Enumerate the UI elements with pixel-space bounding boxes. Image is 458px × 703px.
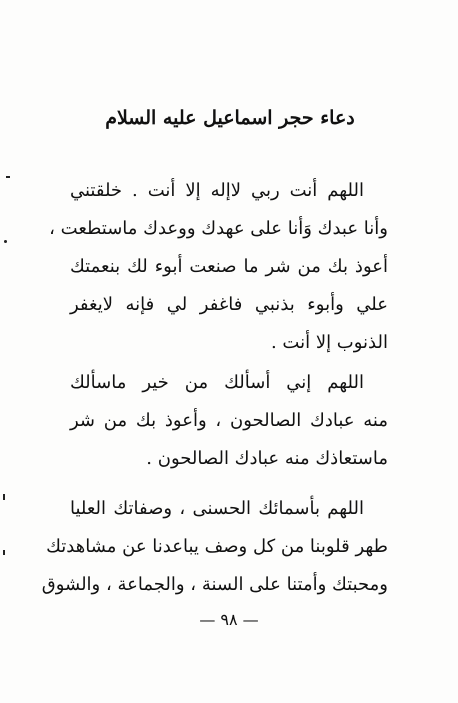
text-line: أعوذ بك من شر ما صنعت أبوء لك بنعمتك [70, 256, 388, 277]
prayer-paragraph [70, 364, 388, 478]
text-line: اللهم أنت ربي لاإله إلا أنت . خلقتني [70, 180, 364, 201]
text-line: منه عبادك الصالحون ، وأعوذ بك من شر [70, 410, 388, 431]
text-line: اللهم إني أسألك من خير ماسألك [70, 372, 364, 393]
text-line: طهر قلوبنا من كل وصف يباعدنا عن مشاهدتك [46, 536, 388, 557]
text-line: ماستعاذك منه عبادك الصالحون . [146, 448, 388, 469]
text-line: اللهم بأسمائك الحسنى ، وصفاتك العليا [70, 498, 364, 519]
scan-speck [3, 550, 5, 555]
text-line: علي وأبوء بذنبي فاغفر لي فإنه لايغفر [70, 294, 388, 315]
text-line: وأنا عبدك وَأنا على عهدك ووعدك ماستطعت ، [49, 218, 388, 239]
text-line: الذنوب إلا أنت . [270, 332, 388, 353]
page-title: دعاء حجر اسماعيل عليه السلام [105, 107, 355, 129]
scan-speck [6, 176, 10, 178]
prayer-paragraph [41, 490, 388, 604]
scan-speck [4, 240, 7, 243]
prayer-paragraph [49, 172, 388, 362]
page-number: — ٩٨ — [199, 610, 259, 629]
scan-speck [3, 494, 5, 500]
text-line: ومحبتك وأمتنا على السنة ، والجماعة ، والشوق [41, 574, 388, 595]
